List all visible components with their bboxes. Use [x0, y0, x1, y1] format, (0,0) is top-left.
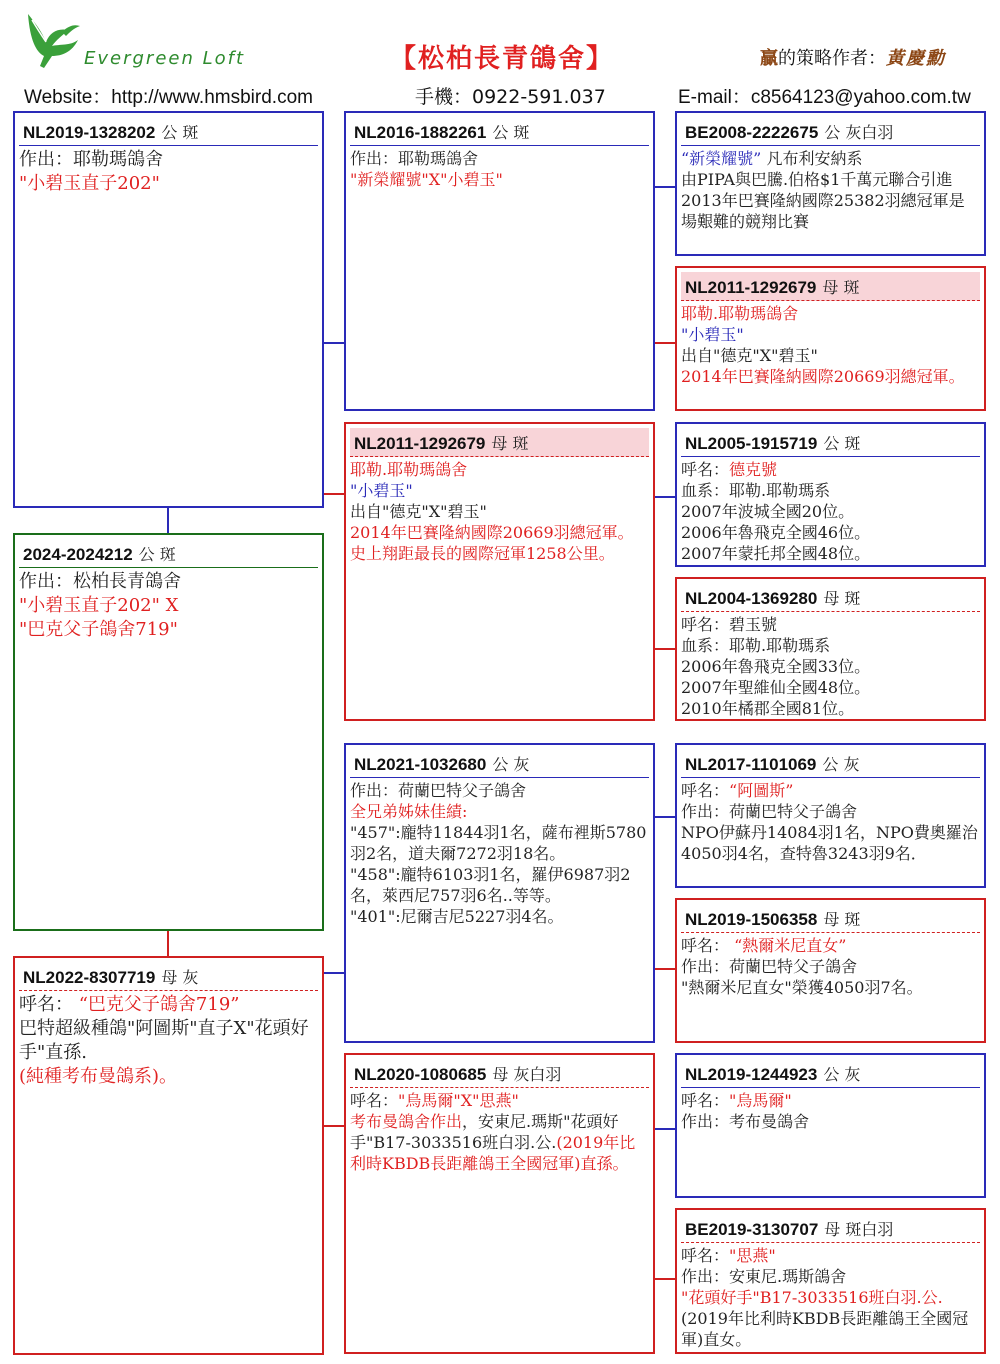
dd-ring: NL2020-1080685	[354, 1065, 487, 1084]
sss-import: 由PIPA與巴騰.伯格$1千萬元聯合引進	[681, 170, 953, 189]
dsd-callname: 呼名： “熱爾米尼直女”	[681, 936, 847, 955]
ssd-result: 2014年巴賽隆納國際20669羽總冠軍。	[681, 367, 965, 386]
ss-meta: 公 斑	[492, 123, 530, 142]
dss-meta: 公 灰	[822, 755, 860, 774]
subject-cross-line2: "巴克父子鴿舍719"	[19, 619, 178, 640]
dove-logo-icon	[22, 10, 82, 72]
sd-ring: NL2011-1292679	[354, 434, 486, 453]
dds-breeder: 作出：考布曼鴿舍	[681, 1112, 810, 1131]
dss-results: NPO伊蘇丹14084羽1名，NPO費奧羅治4050羽4名，查特魯3243羽9名．	[681, 823, 978, 863]
sire-card[interactable]	[13, 111, 324, 508]
sd-card[interactable]	[344, 422, 655, 721]
author-label: 的策略作者：	[778, 48, 886, 69]
dds-meta: 公 灰	[823, 1065, 861, 1084]
subject-meta: 公 斑	[138, 545, 176, 564]
ds-siblings: 全兄弟姊妹佳績:	[350, 802, 468, 821]
sd-name: "小碧玉"	[350, 481, 413, 500]
ds-card[interactable]	[344, 743, 655, 1043]
ss-header	[350, 117, 649, 146]
connector-ds-dsd	[654, 968, 676, 970]
dd-meta: 母 灰白羽	[492, 1065, 562, 1084]
dss-callname: 呼名：“阿圖斯”	[681, 781, 794, 800]
dam-desc: 巴特超級種鴿"阿圖斯"直子X"花頭好手"直孫.	[19, 1018, 309, 1063]
dds-card[interactable]	[675, 1053, 986, 1198]
ddd-title: (2019年比利時KBDB長距離鴿王全國冠軍)直女。	[681, 1309, 969, 1349]
connector-ss-ssd	[654, 342, 676, 344]
subject-ring: 2024-2024212	[23, 545, 133, 564]
sire-ring: NL2019-1328202	[23, 123, 156, 142]
sire-header	[19, 117, 318, 146]
phone: 手機：0922-591.037	[415, 86, 606, 108]
ssd-header	[681, 272, 980, 301]
sire-name: "小碧玉直子202"	[19, 173, 160, 194]
author	[760, 44, 946, 70]
dsd-card[interactable]	[675, 898, 986, 1043]
connector-sire-ss	[323, 342, 345, 344]
dd-card[interactable]	[344, 1053, 655, 1354]
sdd-strain: 血系：耶勒.耶勒瑪系	[681, 636, 831, 655]
dds-ring: NL2019-1244923	[685, 1065, 818, 1084]
ssd-parents: 出自"德克"X"碧玉"	[681, 346, 818, 365]
subject-header	[19, 539, 318, 568]
sds-header	[681, 428, 980, 457]
website[interactable]: Website：http://www.hmsbird.com	[24, 87, 313, 108]
dsd-breeder: 作出：荷蘭巴特父子鴿舍	[681, 957, 858, 976]
ssd-breeder: 耶勒.耶勒瑪鴿舍	[681, 304, 799, 323]
ssd-meta: 母 斑	[822, 278, 860, 297]
dam-strain: (純種考布曼鴿系)。	[19, 1066, 178, 1087]
sss-meta: 公 灰白羽	[824, 123, 894, 142]
ds-result-458: "458":龐特6103羽1名，羅伊6987羽2名，萊西尼757羽6名..等等。	[350, 865, 631, 905]
sdd-callname: 呼名：碧玉號	[681, 615, 778, 634]
dss-ring: NL2017-1101069	[685, 755, 817, 774]
ddd-callname: 呼名："思燕"	[681, 1246, 776, 1265]
subject-cross-line1: "小碧玉直子202" X	[19, 595, 179, 616]
dsd-result: "熱爾米尼直女"榮獲4050羽7名。	[681, 978, 923, 997]
ssd-card[interactable]	[675, 266, 986, 411]
sds-result1: 2007年波城全國20位。	[681, 502, 855, 521]
dam-header	[19, 962, 318, 991]
dsd-meta: 母 斑	[823, 910, 861, 929]
dss-breeder: 作出：荷蘭巴特父子鴿舍	[681, 802, 858, 821]
dam-callname: 呼名： “巴克父子鴿舍719”	[19, 994, 240, 1015]
dss-card[interactable]	[675, 743, 986, 888]
subject-breeder: 作出：松柏長青鴿舍	[19, 571, 181, 592]
sss-result: 2013年巴賽隆納國際25382羽總冠軍是場艱難的競翔比賽	[681, 191, 965, 231]
sds-result2: 2006年魯飛克全國46位。	[681, 523, 871, 542]
sdd-result1: 2006年魯飛克全國33位。	[681, 657, 871, 676]
sd-result2: 史上翔距最長的國際冠軍1258公里。	[350, 544, 615, 563]
ss-cross: "新榮耀號"X"小碧玉"	[350, 170, 503, 189]
sdd-meta: 母 斑	[823, 589, 861, 608]
ds-result-401: "401":尼爾吉尼5227羽4名。	[350, 907, 564, 926]
connector-sire-sd	[323, 493, 345, 495]
connector-ds-dss	[654, 816, 676, 818]
dds-callname: 呼名："烏馬爾"	[681, 1091, 792, 1110]
ss-card[interactable]	[344, 111, 655, 411]
sd-parents: 出自"德克"X"碧玉"	[350, 502, 487, 521]
connector-subject-dam	[167, 930, 169, 957]
dam-ring: NL2022-8307719	[23, 968, 156, 987]
sd-breeder: 耶勒.耶勒瑪鴿舍	[350, 460, 468, 479]
author-win: 贏	[760, 48, 778, 69]
ddd-card[interactable]	[675, 1208, 986, 1354]
loft-name: Evergreen Loft	[84, 48, 246, 69]
subject-card[interactable]	[13, 533, 324, 931]
sds-strain: 血系：耶勒.耶勒瑪系	[681, 481, 831, 500]
sdd-result3: 2010年橘郡全國81位。	[681, 699, 855, 718]
sds-result3: 2007年蒙托邦全國48位。	[681, 544, 871, 563]
sd-header	[350, 428, 649, 457]
ssd-ring: NL2011-1292679	[685, 278, 817, 297]
sdd-card[interactable]	[675, 577, 986, 721]
ss-breeder: 作出：耶勒瑪鴿舍	[350, 149, 479, 168]
connector-dam-dd	[323, 1125, 345, 1127]
connector-dam-ds	[323, 972, 345, 974]
ssd-name: "小碧玉"	[681, 325, 744, 344]
connector-ss-sss	[654, 186, 676, 188]
sss-card[interactable]	[675, 111, 986, 256]
sds-meta: 公 斑	[823, 434, 861, 453]
sds-card[interactable]	[675, 422, 986, 567]
sd-meta: 母 斑	[491, 434, 529, 453]
dd-desc: 考布曼鴿舍作出，安東尼.瑪斯"花頭好手"B17-3033516班白羽.公.(2019年比利時KBDB長距離鴿王全國冠軍)直孫。	[350, 1112, 636, 1173]
connector-sd-sds	[654, 496, 676, 498]
sdd-ring: NL2004-1369280	[685, 589, 818, 608]
dss-header	[681, 749, 980, 778]
sss-header	[681, 117, 980, 146]
sire-breeder: 作出：耶勒瑪鴿舍	[19, 149, 163, 170]
ss-ring: NL2016-1882261	[354, 123, 487, 142]
author-name: 黃慶勳	[886, 48, 946, 69]
sire-meta: 公 斑	[161, 123, 199, 142]
sd-result1: 2014年巴賽隆納國際20669羽總冠軍。	[350, 523, 634, 542]
sds-ring: NL2005-1915719	[685, 434, 818, 453]
sss-ring: BE2008-2222675	[685, 123, 819, 142]
dam-meta: 母 灰	[161, 968, 199, 987]
ds-meta: 公 灰	[492, 755, 530, 774]
sdd-result2: 2007年聖維仙全國48位。	[681, 678, 871, 697]
dds-header	[681, 1059, 980, 1088]
connector-sd-sdd	[654, 648, 676, 650]
ds-header	[350, 749, 649, 778]
dd-callname: 呼名："烏馬爾"X"思燕"	[350, 1091, 519, 1110]
ddd-header	[681, 1214, 980, 1243]
connector-sire-subject	[167, 507, 169, 534]
email[interactable]: E-mail：c8564123@yahoo.com.tw	[678, 87, 971, 108]
connector-dd-dds	[654, 1128, 676, 1130]
sdd-header	[681, 583, 980, 612]
ddd-breeder: 作出：安東尼.瑪斯鴿舍	[681, 1267, 847, 1286]
ds-breeder: 作出：荷蘭巴特父子鴿舍	[350, 781, 527, 800]
sss-callname: “新榮耀號” 凡布利安納系	[681, 149, 863, 168]
connector-dd-ddd	[654, 1278, 676, 1280]
sds-callname: 呼名：德克號	[681, 460, 778, 479]
ddd-sire: "花頭好手"B17-3033516班白羽.公.	[681, 1288, 943, 1307]
dd-header	[350, 1059, 649, 1088]
page-title: 【松柏長青鴿舍】	[390, 44, 615, 74]
ddd-ring: BE2019-3130707	[685, 1220, 819, 1239]
ddd-meta: 母 斑白羽	[824, 1220, 894, 1239]
ds-ring: NL2021-1032680	[354, 755, 487, 774]
ds-result-457: "457":龐特11844羽1名，薩布裡斯5780羽2名，道夫爾7272羽18名。	[350, 823, 647, 863]
dsd-ring: NL2019-1506358	[685, 910, 818, 929]
dam-card[interactable]	[13, 956, 324, 1355]
dsd-header	[681, 904, 980, 933]
